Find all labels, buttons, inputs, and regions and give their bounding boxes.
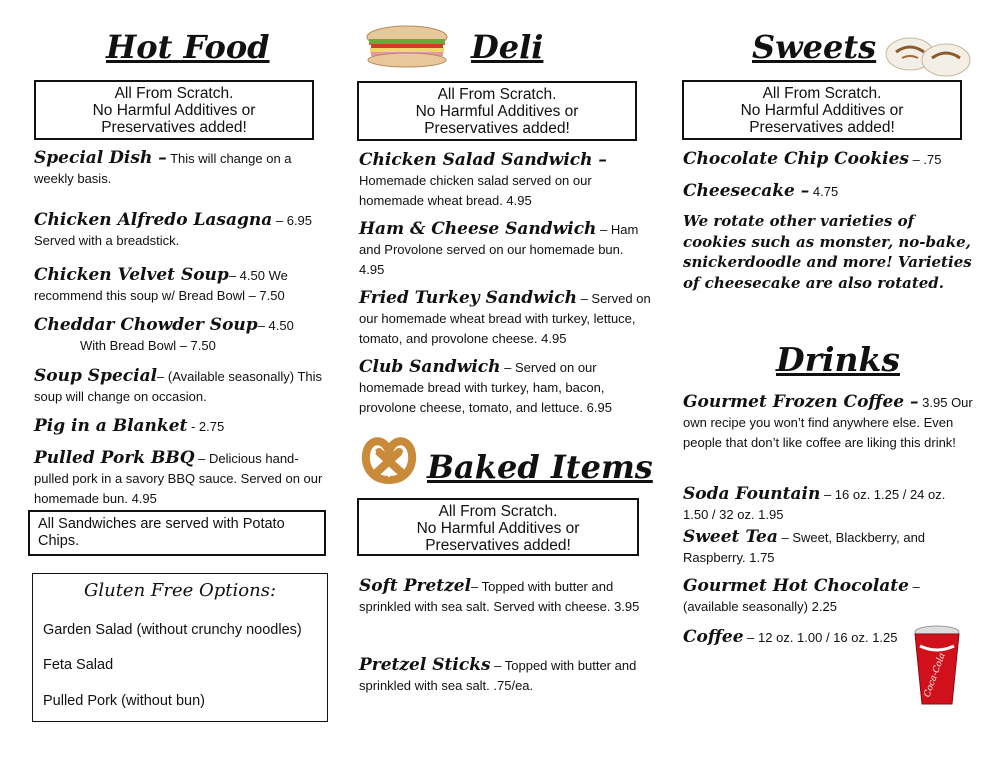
gluten-free-item: Garden Salad (without crunchy noodles) <box>43 622 302 638</box>
menu-item <box>34 366 330 407</box>
menu-item <box>34 416 324 437</box>
box-line: All From Scratch. <box>438 503 558 520</box>
item-name: Soda Fountain <box>683 484 821 504</box>
item-desc: – 16 oz. 1.25 / 24 oz. 1.50 / 32 oz. 1.95 <box>683 487 946 522</box>
box-line: No Harmful Additives or <box>415 103 579 120</box>
item-name: Ham & Cheese Sandwich <box>359 219 597 239</box>
baked-scratch-box <box>357 498 639 556</box>
deli-title: Deli <box>471 28 544 66</box>
gluten-free-box <box>32 573 328 722</box>
item-desc: – Served on our homemade bread with turkey, ham, bacon, provolone cheese, tomato, and lettuce. 6.95 <box>359 360 612 415</box>
item-name: Pig in a Blanket <box>34 416 188 436</box>
item-desc: – Sweet, Blackberry, and Raspberry. 1.75 <box>683 530 926 565</box>
item-name: Pretzel Sticks <box>359 655 491 675</box>
item-name: Soft Pretzel <box>359 576 472 596</box>
item-name: Gourmet Hot Chocolate <box>683 576 909 596</box>
box-line: All From Scratch. <box>762 85 882 102</box>
box-line: No Harmful Additives or <box>416 520 580 537</box>
item-desc: - 2.75 <box>187 419 225 434</box>
item-desc: Homemade chicken salad served on our homemade wheat bread. 4.95 <box>359 173 592 208</box>
sweets-rotation-note: We rotate other varieties of cookies such as monster, no-bake, snickerdoodle and more! Varieties of cheesecake are also rotated. <box>683 212 972 292</box>
item-name: Chicken Velvet Soup <box>34 265 229 285</box>
item-desc: – 4.50 We recommend this soup w/ Bread Bowl – 7.50 <box>34 268 288 303</box>
pretzel-icon <box>359 432 419 488</box>
baked-items-title: Baked Items <box>427 448 653 486</box>
box-line: No Harmful Additives or <box>92 102 256 119</box>
cinnamon-roll-icon <box>882 24 974 80</box>
menu-item <box>34 315 334 356</box>
menu-item <box>359 150 639 211</box>
gluten-free-item: Feta Salad <box>43 657 114 673</box>
item-desc: – 12 oz. 1.00 / 16 oz. 1.25 <box>743 630 898 645</box>
menu-item <box>34 210 324 251</box>
sweets-scratch-box <box>682 80 962 140</box>
menu-item <box>359 357 651 418</box>
item-name: Fried Turkey Sandwich <box>359 288 577 308</box>
item-name: Gourmet Frozen Coffee – <box>683 392 919 412</box>
item-desc: – 4.50 <box>257 318 294 333</box>
item-desc: – Delicious hand-pulled pork in a savory BBQ sauce. Served on our homemade bun. 4.95 <box>34 451 323 506</box>
item-desc: – Topped with butter and sprinkled with sea salt. .75/ea. <box>359 658 637 693</box>
chips-note: All Sandwiches are served with Potato Chips. <box>38 516 285 549</box>
soda-cup-icon <box>912 624 962 708</box>
item-desc: 3.95 Our own recipe you won’t find anywhere else. Even people that don’t like coffee are liking this drink! <box>683 395 973 450</box>
gluten-free-title: Gluten Free Options: <box>83 580 277 601</box>
chips-note-box <box>28 510 326 556</box>
box-line: All From Scratch. <box>114 85 234 102</box>
menu-item <box>359 576 649 617</box>
item-desc: – 6.95 Served with a breadstick. <box>34 213 313 248</box>
box-line: Preservatives added! <box>425 537 571 554</box>
menu-item <box>359 219 651 280</box>
menu-item <box>683 576 963 617</box>
item-desc: – (Available seasonally) This soup will change on occasion. <box>34 369 323 404</box>
box-line: No Harmful Additives or <box>740 102 904 119</box>
deli-scratch-box <box>357 81 637 141</box>
hot-food-scratch-box <box>34 80 314 140</box>
item-desc: – Topped with butter and sprinkled with sea salt. Served with cheese. 3.95 <box>359 579 640 614</box>
item-name: Chicken Salad Sandwich – <box>359 150 607 170</box>
menu-item <box>683 527 963 568</box>
item-desc: – Ham and Provolone served on our homemade bun. 4.95 <box>359 222 639 277</box>
box-line: All From Scratch. <box>437 86 557 103</box>
item-name: Special Dish – <box>34 148 167 168</box>
menu-item <box>34 148 324 189</box>
item-desc: This will change on a weekly basis. <box>34 151 292 186</box>
menu-item <box>683 149 975 170</box>
menu-item <box>683 627 923 648</box>
item-name: Coffee <box>683 627 744 647</box>
box-line: Preservatives added! <box>749 119 895 136</box>
menu-item <box>683 392 978 453</box>
item-desc: – (available seasonally) 2.25 <box>683 579 920 614</box>
hot-food-title: Hot Food <box>106 28 270 66</box>
item-desc: – Served on our homemade wheat bread with turkey, lettuce, tomato, and provolone cheese. 4.95 <box>359 291 651 346</box>
menu-item <box>359 655 654 696</box>
item-name: Sweet Tea <box>683 527 778 547</box>
menu-item <box>683 484 973 525</box>
item-extra: With Bread Bowl – 7.50 <box>80 338 216 353</box>
sandwich-icon <box>365 25 449 69</box>
box-line: Preservatives added! <box>101 119 247 136</box>
item-name: Pulled Pork BBQ <box>34 448 195 468</box>
menu-item <box>34 265 334 306</box>
item-name: Cheesecake – <box>683 181 810 201</box>
drinks-title: Drinks <box>776 340 900 379</box>
item-name: Soup Special <box>34 366 158 386</box>
item-desc: 4.75 <box>809 184 839 199</box>
sweets-title: Sweets <box>752 28 877 66</box>
box-line: Preservatives added! <box>424 120 570 137</box>
item-name: Chicken Alfredo Lasagna <box>34 210 273 230</box>
gluten-free-item: Pulled Pork (without bun) <box>43 693 205 709</box>
cup-brand-text: Coca-Cola <box>922 651 948 699</box>
menu-item <box>683 181 975 202</box>
item-desc: – .75 <box>908 152 942 167</box>
item-name: Club Sandwich <box>359 357 501 377</box>
menu-item <box>34 448 324 509</box>
item-name: Chocolate Chip Cookies <box>683 149 909 169</box>
menu-item <box>359 288 651 349</box>
item-name: Cheddar Chowder Soup <box>34 315 258 335</box>
